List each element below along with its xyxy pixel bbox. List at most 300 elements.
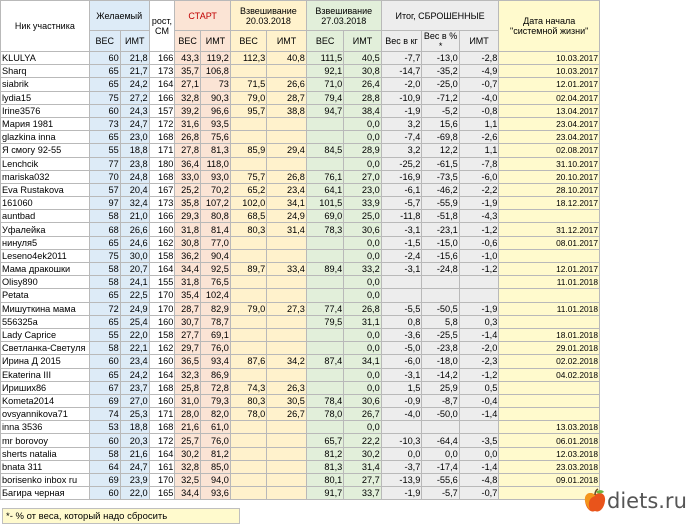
cell-start-date: 23.04.2017 (499, 131, 600, 144)
cell-start-imt: 82,0 (200, 408, 230, 421)
cell-w1-imt: 40,8 (267, 52, 307, 65)
cell-height: 166 (149, 210, 175, 223)
cell-start-kg: 27,7 (175, 328, 201, 341)
cell-res-kg: -16,9 (381, 170, 422, 183)
cell-w2-imt: 30,8 (344, 65, 381, 78)
cell-des-kg: 65 (89, 236, 120, 249)
cell-start-kg: 35,7 (175, 65, 201, 78)
sub-w2-kg: ВЕС (306, 31, 343, 52)
cell-start-kg: 29,7 (175, 342, 201, 355)
cell-w2-kg: 91,7 (306, 487, 343, 500)
cell-height: 168 (149, 421, 175, 434)
cell-start-kg: 35,4 (175, 289, 201, 302)
cell-start-date: 12.03.2018 (499, 447, 600, 460)
cell-start-date (499, 315, 600, 328)
cell-w2-imt: 31,4 (344, 460, 381, 473)
cell-w2-imt: 26,7 (344, 408, 381, 421)
cell-des-kg: 60 (89, 52, 120, 65)
cell-height: 160 (149, 223, 175, 236)
cell-height: 173 (149, 197, 175, 210)
cell-name: Irine3576 (1, 104, 90, 117)
cell-height: 162 (149, 342, 175, 355)
cell-res-imt: -1,9 (459, 197, 499, 210)
cell-height: 162 (149, 236, 175, 249)
cell-res-kg: -1,9 (381, 487, 422, 500)
cell-start-imt: 93,5 (200, 117, 230, 130)
table-row (1, 394, 600, 407)
cell-res-pct: -46,2 (422, 183, 459, 196)
cell-w2-imt: 23,0 (344, 183, 381, 196)
cell-start-date (499, 394, 600, 407)
table-row (1, 263, 600, 276)
cell-height: 164 (149, 263, 175, 276)
cell-w2-imt: 0,0 (344, 131, 381, 144)
footnote: *- % от веса, который надо сбросить (2, 508, 240, 524)
cell-w1-kg (230, 328, 266, 341)
cell-res-pct: -18,0 (422, 355, 459, 368)
cell-start-date: 02.04.2017 (499, 91, 600, 104)
cell-res-kg: -10,9 (381, 91, 422, 104)
cell-res-imt: -1,2 (459, 368, 499, 381)
cell-w2-imt: 27,7 (344, 474, 381, 487)
cell-w1-kg: 80,3 (230, 394, 266, 407)
cell-w2-kg: 78,4 (306, 394, 343, 407)
cell-height: 168 (149, 381, 175, 394)
table-row (1, 157, 600, 170)
header-row-1 (1, 1, 600, 31)
cell-name: Sharq (1, 65, 90, 78)
cell-start-kg: 33,0 (175, 170, 201, 183)
cell-res-pct (422, 421, 459, 434)
cell-start-imt: 90,4 (200, 249, 230, 262)
cell-start-date: 04.02.2018 (499, 368, 600, 381)
cell-w2-kg (306, 249, 343, 262)
header-name: Ник участника (1, 1, 90, 52)
cell-des-imt: 20,4 (120, 183, 149, 196)
cell-res-kg: -4,0 (381, 408, 422, 421)
cell-height: 173 (149, 65, 175, 78)
cell-w1-imt: 33,4 (267, 263, 307, 276)
table-row (1, 434, 600, 447)
cell-res-kg: 1,5 (381, 381, 422, 394)
cell-res-imt: -6,0 (459, 170, 499, 183)
cell-name: Ирина Д 2015 (1, 355, 90, 368)
cell-height: 170 (149, 302, 175, 315)
cell-res-pct: 0,0 (422, 447, 459, 460)
cell-w1-imt: 23,4 (267, 183, 307, 196)
cell-w2-imt: 33,2 (344, 263, 381, 276)
cell-start-date: 06.01.2018 (499, 434, 600, 447)
cell-height: 166 (149, 91, 175, 104)
cell-w1-kg (230, 474, 266, 487)
cell-w2-kg: 79,4 (306, 91, 343, 104)
table-row (1, 328, 600, 341)
cell-w2-kg: 94,7 (306, 104, 343, 117)
cell-w2-kg (306, 131, 343, 144)
cell-des-imt: 20,3 (120, 434, 149, 447)
cell-des-kg: 60 (89, 434, 120, 447)
cell-res-pct: 5,8 (422, 315, 459, 328)
cell-height: 172 (149, 434, 175, 447)
cell-w1-imt (267, 460, 307, 473)
cell-w1-kg: 112,3 (230, 52, 266, 65)
cell-w1-kg (230, 315, 266, 328)
cell-des-imt: 27,0 (120, 394, 149, 407)
cell-w1-kg (230, 342, 266, 355)
cell-height: 158 (149, 328, 175, 341)
cell-res-kg: -14,7 (381, 65, 422, 78)
cell-height: 170 (149, 289, 175, 302)
header-height: рост, СМ (149, 1, 175, 52)
cell-res-imt: -0,4 (459, 394, 499, 407)
cell-height: 155 (149, 276, 175, 289)
cell-des-kg: 60 (89, 487, 120, 500)
cell-w2-imt: 33,7 (344, 487, 381, 500)
table-row (1, 104, 600, 117)
cell-height: 160 (149, 394, 175, 407)
cell-des-imt: 21,0 (120, 210, 149, 223)
cell-start-imt: 93,6 (200, 487, 230, 500)
cell-res-pct: -24,8 (422, 263, 459, 276)
cell-w2-kg (306, 342, 343, 355)
cell-start-kg: 31,8 (175, 223, 201, 236)
cell-des-imt: 18,8 (120, 144, 149, 157)
cell-name: borisenko inbox ru (1, 474, 90, 487)
cell-start-kg: 28,7 (175, 302, 201, 315)
cell-res-imt: -2,3 (459, 355, 499, 368)
cell-w1-imt: 27,3 (267, 302, 307, 315)
cell-height: 180 (149, 157, 175, 170)
cell-w2-kg: 101,5 (306, 197, 343, 210)
cell-height: 158 (149, 249, 175, 262)
cell-start-date: 23.04.2017 (499, 117, 600, 130)
cell-start-imt: 69,1 (200, 328, 230, 341)
cell-w1-kg (230, 249, 266, 262)
cell-res-pct: -15,0 (422, 236, 459, 249)
cell-start-kg: 27,8 (175, 144, 201, 157)
cell-start-kg: 36,2 (175, 249, 201, 262)
cell-start-date (499, 408, 600, 421)
cell-w1-imt: 30,5 (267, 394, 307, 407)
cell-des-imt: 25,4 (120, 315, 149, 328)
table-body (1, 52, 600, 500)
cell-height: 168 (149, 170, 175, 183)
cell-start-imt: 76,0 (200, 434, 230, 447)
cell-des-kg: 68 (89, 223, 120, 236)
cell-name: Светланка-Светуля (1, 342, 90, 355)
cell-w2-kg: 71,0 (306, 78, 343, 91)
cell-w1-imt: 24,9 (267, 210, 307, 223)
cell-des-kg: 58 (89, 263, 120, 276)
apple-icon (583, 488, 607, 514)
cell-start-date: 09.01.2018 (499, 474, 600, 487)
cell-name: Мама дракошки (1, 263, 90, 276)
cell-w1-imt: 29,4 (267, 144, 307, 157)
cell-des-imt: 24,6 (120, 236, 149, 249)
cell-w1-imt (267, 474, 307, 487)
cell-res-pct: -15,6 (422, 249, 459, 262)
cell-w2-kg: 64,1 (306, 183, 343, 196)
cell-w1-imt: 31,4 (267, 223, 307, 236)
cell-start-kg: 34,4 (175, 263, 201, 276)
cell-des-kg: 58 (89, 342, 120, 355)
table-row (1, 447, 600, 460)
cell-des-imt: 24,8 (120, 170, 149, 183)
cell-name: sherts natalia (1, 447, 90, 460)
cell-w1-imt (267, 421, 307, 434)
cell-res-pct: -64,4 (422, 434, 459, 447)
cell-start-kg: 25,7 (175, 434, 201, 447)
cell-w1-kg (230, 131, 266, 144)
table-row (1, 487, 600, 500)
sub-des-imt: ИМТ (120, 31, 149, 52)
table-row (1, 381, 600, 394)
cell-w2-imt: 0,0 (344, 421, 381, 434)
cell-start-imt: 118,0 (200, 157, 230, 170)
cell-des-kg: 97 (89, 197, 120, 210)
cell-res-kg: 3,2 (381, 117, 422, 130)
cell-w1-imt (267, 315, 307, 328)
cell-w1-kg: 79,0 (230, 91, 266, 104)
cell-name: KLULYA (1, 52, 90, 65)
cell-start-kg: 32,8 (175, 91, 201, 104)
cell-height: 160 (149, 355, 175, 368)
cell-des-kg: 58 (89, 447, 120, 460)
cell-des-kg: 65 (89, 131, 120, 144)
cell-des-imt: 24,7 (120, 460, 149, 473)
sub-start-kg: ВЕС (175, 31, 201, 52)
cell-res-pct: -61,5 (422, 157, 459, 170)
cell-des-imt: 21,6 (120, 447, 149, 460)
cell-w1-kg: 71,5 (230, 78, 266, 91)
cell-w2-imt: 30,6 (344, 394, 381, 407)
cell-w1-kg (230, 289, 266, 302)
cell-des-kg: 58 (89, 276, 120, 289)
cell-start-imt: 61,0 (200, 421, 230, 434)
cell-start-kg: 36,4 (175, 157, 201, 170)
table-row (1, 52, 600, 65)
cell-start-date: 12.01.2017 (499, 78, 600, 91)
sub-start-imt: ИМТ (200, 31, 230, 52)
site-logo[interactable] (583, 488, 687, 514)
cell-res-kg (381, 289, 422, 302)
cell-start-imt: 81,3 (200, 144, 230, 157)
cell-start-imt: 93,0 (200, 170, 230, 183)
sub-res-imt: ИМТ (459, 31, 499, 52)
cell-res-imt: -2,0 (459, 342, 499, 355)
cell-w2-kg: 69,0 (306, 210, 343, 223)
cell-name: siabrik (1, 78, 90, 91)
cell-res-pct: -13,0 (422, 52, 459, 65)
cell-w2-imt: 30,2 (344, 447, 381, 460)
cell-start-imt: 96,6 (200, 104, 230, 117)
cell-w1-imt (267, 368, 307, 381)
cell-w1-kg (230, 434, 266, 447)
cell-des-imt: 22,1 (120, 342, 149, 355)
cell-name: bnata 311 (1, 460, 90, 473)
cell-w2-kg (306, 381, 343, 394)
cell-w1-imt (267, 328, 307, 341)
cell-w1-imt: 34,2 (267, 355, 307, 368)
cell-des-imt: 26,6 (120, 223, 149, 236)
table-row (1, 421, 600, 434)
cell-name: ovsyannikova71 (1, 408, 90, 421)
cell-des-kg: 77 (89, 157, 120, 170)
cell-res-kg (381, 421, 422, 434)
cell-w1-imt (267, 289, 307, 302)
cell-start-imt: 78,7 (200, 315, 230, 328)
cell-w1-imt: 34,1 (267, 197, 307, 210)
cell-des-kg: 74 (89, 408, 120, 421)
cell-w2-kg: 65,7 (306, 434, 343, 447)
cell-res-pct (422, 289, 459, 302)
table-row (1, 315, 600, 328)
cell-w2-kg: 78,3 (306, 223, 343, 236)
cell-height: 160 (149, 315, 175, 328)
cell-start-kg: 25,2 (175, 183, 201, 196)
cell-res-imt: -2,2 (459, 183, 499, 196)
cell-start-date: 02.08.2017 (499, 144, 600, 157)
cell-start-kg: 25,8 (175, 381, 201, 394)
cell-w1-imt: 38,8 (267, 104, 307, 117)
cell-w2-imt: 28,8 (344, 91, 381, 104)
cell-res-pct: -25,0 (422, 78, 459, 91)
cell-res-kg: -3,6 (381, 328, 422, 341)
cell-height: 168 (149, 131, 175, 144)
cell-start-imt: 70,2 (200, 183, 230, 196)
logo-text: diets.ru (607, 489, 687, 513)
cell-start-date: 31.12.2017 (499, 223, 600, 236)
cell-start-imt: 102,4 (200, 289, 230, 302)
cell-w2-kg (306, 157, 343, 170)
cell-res-kg: -11,8 (381, 210, 422, 223)
cell-start-kg: 31,8 (175, 276, 201, 289)
cell-w2-kg (306, 328, 343, 341)
cell-des-kg: 57 (89, 183, 120, 196)
cell-des-imt: 23,4 (120, 355, 149, 368)
cell-name: mariska032 (1, 170, 90, 183)
cell-res-pct: 12,2 (422, 144, 459, 157)
cell-start-imt: 81,4 (200, 223, 230, 236)
table-row (1, 289, 600, 302)
table-row (1, 408, 600, 421)
cell-start-imt: 76,5 (200, 276, 230, 289)
cell-res-kg: -0,9 (381, 394, 422, 407)
cell-des-imt: 18,8 (120, 421, 149, 434)
cell-start-kg: 32,8 (175, 460, 201, 473)
cell-height: 161 (149, 460, 175, 473)
cell-res-kg: -5,0 (381, 342, 422, 355)
cell-w1-imt: 26,8 (267, 170, 307, 183)
cell-w1-kg (230, 487, 266, 500)
cell-start-kg: 27,1 (175, 78, 201, 91)
cell-name: Мария 1981 (1, 117, 90, 130)
cell-w2-imt: 30,6 (344, 223, 381, 236)
cell-des-imt: 22,0 (120, 487, 149, 500)
header-weighing-2: Взвешивание 27.03.2018 (306, 1, 381, 31)
cell-res-kg: -6,1 (381, 183, 422, 196)
cell-res-imt: 1,1 (459, 144, 499, 157)
cell-w1-kg: 102,0 (230, 197, 266, 210)
cell-res-kg: -7,4 (381, 131, 422, 144)
cell-w2-imt: 33,9 (344, 197, 381, 210)
cell-res-kg: -1,5 (381, 236, 422, 249)
table-row (1, 368, 600, 381)
cell-res-imt: -1,4 (459, 460, 499, 473)
cell-des-kg: 58 (89, 210, 120, 223)
cell-des-imt: 23,9 (120, 474, 149, 487)
cell-w2-kg (306, 289, 343, 302)
cell-w2-kg: 77,4 (306, 302, 343, 315)
cell-w2-imt: 26,8 (344, 302, 381, 315)
cell-start-kg: 32,5 (175, 474, 201, 487)
cell-w2-kg: 80,1 (306, 474, 343, 487)
cell-des-kg: 65 (89, 315, 120, 328)
cell-height: 157 (149, 104, 175, 117)
cell-w1-kg: 68,5 (230, 210, 266, 223)
cell-start-kg: 35,8 (175, 197, 201, 210)
cell-start-imt: 94,0 (200, 474, 230, 487)
cell-res-imt: -4,3 (459, 210, 499, 223)
cell-w1-imt: 26,7 (267, 408, 307, 421)
cell-res-imt: -1,9 (459, 302, 499, 315)
cell-des-imt: 24,9 (120, 302, 149, 315)
cell-res-kg: -5,7 (381, 197, 422, 210)
cell-name: Kometa2014 (1, 394, 90, 407)
cell-start-imt: 80,8 (200, 210, 230, 223)
cell-height: 165 (149, 487, 175, 500)
cell-w1-kg: 79,0 (230, 302, 266, 315)
table-row (1, 236, 600, 249)
cell-des-kg: 72 (89, 302, 120, 315)
cell-des-imt: 20,7 (120, 263, 149, 276)
cell-res-pct: -69,8 (422, 131, 459, 144)
cell-w1-kg: 85,9 (230, 144, 266, 157)
cell-w1-kg: 74,3 (230, 381, 266, 394)
cell-name: lydia15 (1, 91, 90, 104)
cell-w2-kg (306, 236, 343, 249)
cell-res-kg: -3,7 (381, 460, 422, 473)
cell-w1-kg (230, 421, 266, 434)
cell-w2-kg: 92,1 (306, 65, 343, 78)
cell-start-kg: 30,8 (175, 236, 201, 249)
cell-name: Petata (1, 289, 90, 302)
cell-start-imt: 77,0 (200, 236, 230, 249)
cell-des-kg: 70 (89, 170, 120, 183)
cell-res-pct: -55,9 (422, 197, 459, 210)
cell-start-date: 13.03.2018 (499, 421, 600, 434)
cell-start-date: 18.12.2017 (499, 197, 600, 210)
cell-w1-kg (230, 157, 266, 170)
cell-start-date: 10.03.2017 (499, 52, 600, 65)
cell-start-date: 23.03.2018 (499, 460, 600, 473)
cell-w1-kg: 75,7 (230, 170, 266, 183)
cell-res-imt (459, 276, 499, 289)
cell-start-kg: 30,2 (175, 447, 201, 460)
cell-w2-imt: 0,0 (344, 249, 381, 262)
cell-w2-imt: 25,0 (344, 210, 381, 223)
cell-name: mr borovoy (1, 434, 90, 447)
cell-res-pct: -35,2 (422, 65, 459, 78)
cell-start-date (499, 210, 600, 223)
cell-res-kg: -3,1 (381, 263, 422, 276)
cell-res-pct: 15,6 (422, 117, 459, 130)
cell-w1-imt: 28,7 (267, 91, 307, 104)
cell-des-kg: 75 (89, 249, 120, 262)
cell-des-imt: 32,4 (120, 197, 149, 210)
cell-des-kg: 60 (89, 355, 120, 368)
cell-res-imt: -1,4 (459, 408, 499, 421)
